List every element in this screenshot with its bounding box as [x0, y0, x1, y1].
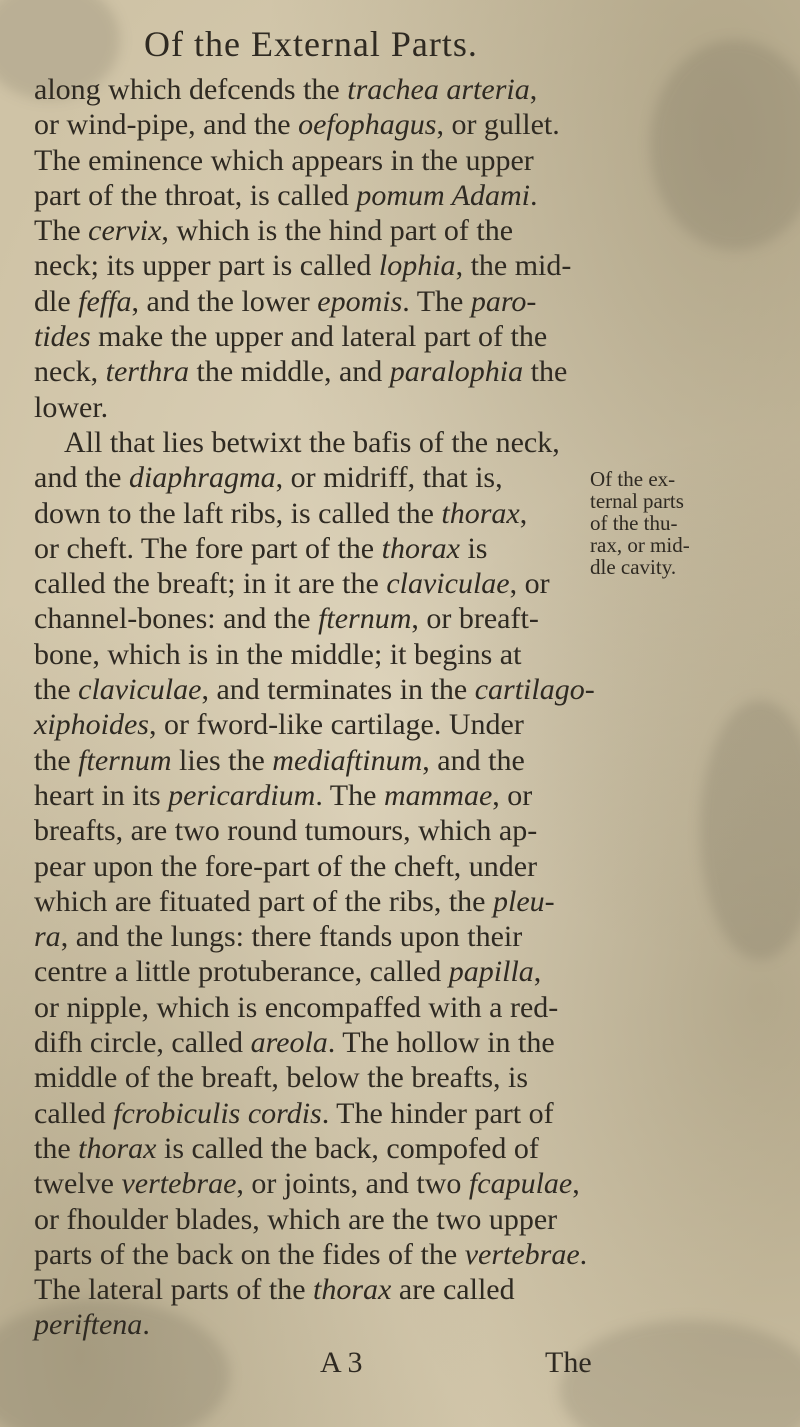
catchword: The — [545, 1346, 592, 1379]
text-line: called fcrobiculis cordis. The hinder part of — [34, 1096, 554, 1130]
text-line: the thorax is called the back, compofed of — [34, 1131, 539, 1165]
text-line: pear upon the fore-part of the cheft, under — [34, 849, 538, 883]
text-line: ra, and the lungs: there ftands upon their — [34, 920, 523, 954]
margin-note-line: dle cavity. — [590, 555, 677, 579]
text-line: or wind-pipe, and the oefophagus, or gullet. — [34, 108, 560, 142]
text-line: the claviculae, and terminates in the cartilago- — [34, 673, 595, 707]
text-line: twelve vertebrae, or joints, and two fcapulae, — [34, 1167, 580, 1201]
text-line: the fternum lies the mediaftinum, and the — [34, 743, 525, 777]
text-line: xiphoides, or fword-like cartilage. Under — [34, 708, 524, 742]
text-line: neck; its upper part is called lophia, the mid- — [34, 249, 572, 283]
text-line: or cheft. The fore part of the thorax is — [34, 531, 488, 565]
text-line: bone, which is in the middle; it begins at — [34, 637, 522, 671]
text-line: dle feffa, and the lower epomis. The paro- — [34, 284, 537, 318]
text-line: middle of the breaft, below the breafts, is — [34, 1061, 529, 1095]
signature-mark: A 3 — [320, 1346, 363, 1379]
text-line: All that lies betwixt the bafis of the neck, — [64, 425, 560, 459]
text-line: which are fituated part of the ribs, the pleu- — [34, 884, 555, 918]
text-line: down to the laft ribs, is called the thorax, — [34, 496, 528, 530]
text-line: The eminence which appears in the upper — [34, 143, 534, 177]
text-line: centre a little protuberance, called papilla, — [34, 955, 542, 989]
text-line: heart in its pericardium. The mammae, or — [34, 778, 533, 812]
text-line: or fhoulder blades, which are the two upper — [34, 1202, 558, 1236]
text-line: neck, terthra the middle, and paralophia the — [34, 355, 568, 389]
text-line: The lateral parts of the thorax are called — [34, 1273, 515, 1307]
margin-note-line: ternal parts — [590, 489, 684, 513]
text-line: and the diaphragma, or midriff, that is, — [34, 461, 503, 495]
body-text — [34, 72, 724, 1343]
margin-note-line: rax, or mid- — [590, 533, 690, 557]
text-line: along which defcends the trachea arteria, — [34, 73, 538, 106]
text-line: parts of the back on the fides of the vertebrae. — [34, 1237, 588, 1271]
text-line: channel-bones: and the fternum, or breaft- — [34, 602, 539, 636]
text-line: lower. — [34, 390, 109, 424]
text-line: called the breaft; in it are the claviculae, or — [34, 567, 550, 601]
text-line: difh circle, called areola. The hollow in the — [34, 1026, 555, 1060]
margin-note-line: of the thu- — [590, 511, 678, 535]
text-line: part of the throat, is called pomum Adami. — [34, 178, 538, 212]
margin-note — [590, 468, 690, 578]
text-line: periftena. — [34, 1308, 150, 1342]
running-header: Of the External Parts. — [144, 24, 478, 64]
page-body — [34, 22, 724, 1343]
text-line: breafts, are two round tumours, which ap- — [34, 814, 538, 848]
text-line: The cervix, which is the hind part of the — [34, 214, 514, 248]
margin-note-line: Of the ex- — [590, 467, 676, 491]
text-line: or nipple, which is encompaffed with a red- — [34, 990, 559, 1024]
text-line: tides make the upper and lateral part of the — [34, 320, 548, 354]
